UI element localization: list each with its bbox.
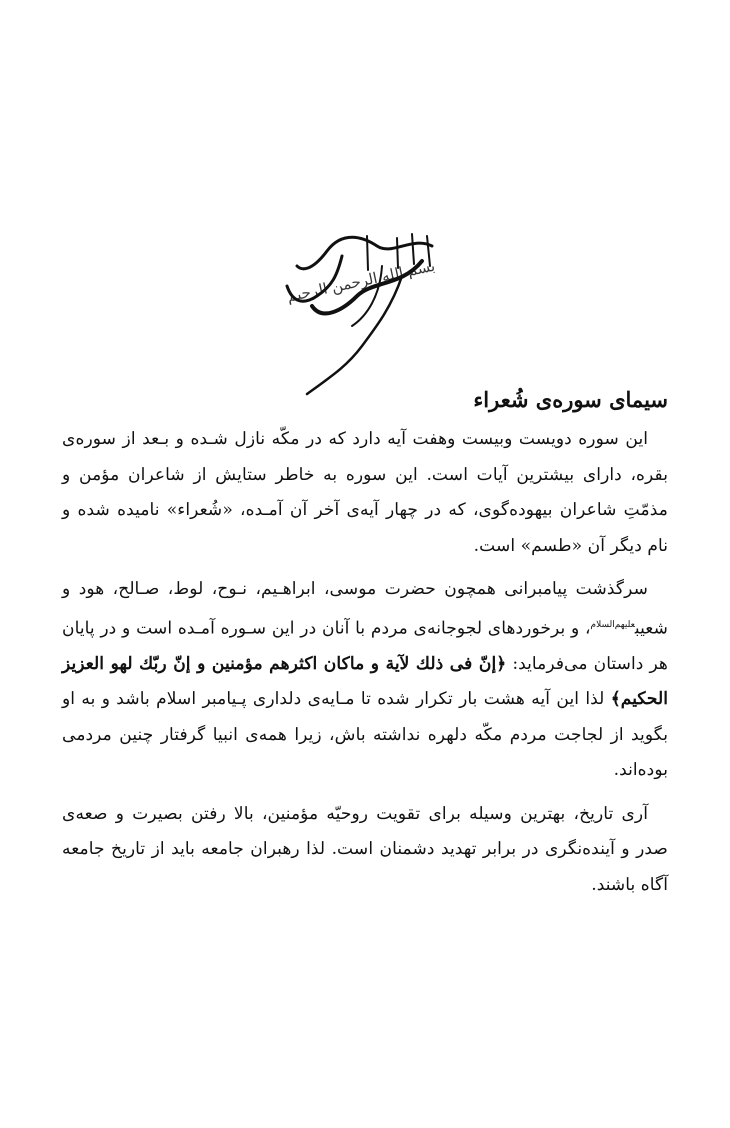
honorific-ligature: علیهم‌السلام	[590, 619, 635, 630]
paragraph-2-part1: سرگذشت پیامبرانی همچون حضرت موسی، ابراهـیم، نـوح، لوط، صـالح، هود و شعیب	[62, 579, 668, 639]
paragraph-1	[62, 422, 668, 564]
article-body	[62, 382, 668, 911]
paragraph-3	[62, 797, 668, 904]
paragraph-2	[62, 572, 668, 789]
paragraph-3-text: آری تاریخ، بهترین وسیله برای تقویت روحیّه مؤمنین، بالا رفتن بصیرت و صعه‌ی صدر و آینده‌نگری در برابر تهدید دشمنان است. لذا رهبران جامعه باید از تاریخ جامعه آگاه باشند.	[62, 803, 668, 895]
paragraph-1-text: این سوره دویست وبیست وهفت آیه دارد که در مکّه نازل شـده و بـعد از سوره‌ی بقره، دارای بیشترین آیات است. این سوره به خاطر ستایش از شاعران مؤمن و مذمّتِ شاعران بیهوده‌گوی، که در چهار آیه‌ی آخر آن آمـده، «شُعراء» نامیده شده و نام دیگر آن «طسم» است.	[62, 429, 668, 556]
basmala-calligraphy-art	[282, 226, 442, 396]
basmala-calligraphy	[282, 226, 442, 396]
basmala-text: بسم الله الرحمن الرحيم	[285, 256, 437, 306]
paragraph-2-part2: ، و برخوردهای لجوجانه‌ی مردم با آنان در این سـوره آمـده است و در پایان هر داستان می‌فرماید:	[62, 618, 668, 674]
paragraph-2-part3: لذا این آیه هشت بار تکرار شده تا مـایه‌ی دلداری پـیامبر اسلام باشد و به او بگوید از لجاجت مردم مکّه دلهره نداشته باش، زیرا همه‌ی انبیا گرفتار چنین مردمی بوده‌اند.	[62, 689, 668, 781]
quran-verse: ﴿إنّ فی ذلك لآية و ماكان اكثرهم مؤمنين و إنّ ربّك لهو العزيز الحكيم﴾	[62, 653, 668, 710]
section-heading: سیمای سوره‌ی شُعراء	[473, 387, 668, 412]
